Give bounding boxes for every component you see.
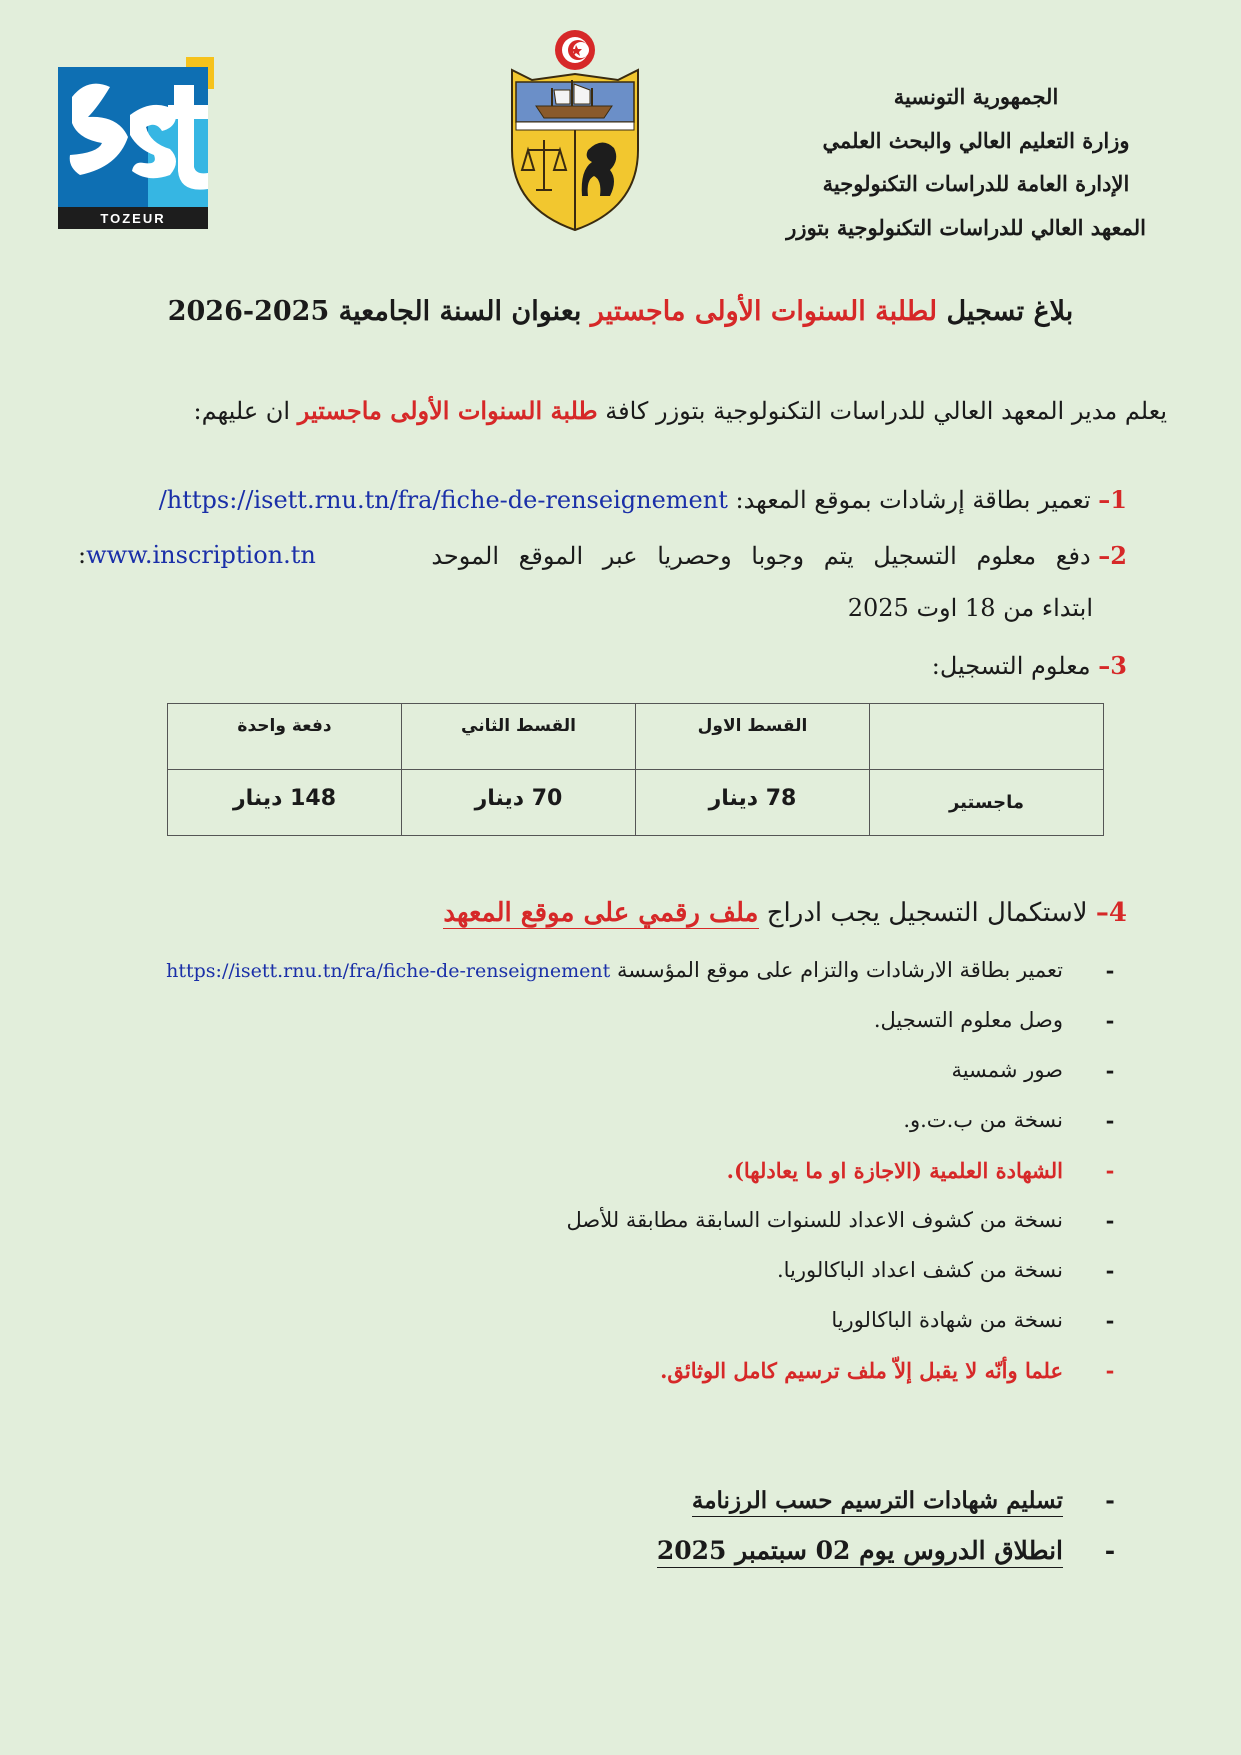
header-institute: المعهد العالي للدراسات التكنولوجية بتوزر bbox=[786, 215, 1146, 240]
footer-note-2 bbox=[657, 1536, 1127, 1565]
table-header-row bbox=[168, 704, 1104, 770]
title-part3: بعنوان السنة الجامعية 2025-2026 bbox=[167, 296, 582, 327]
table-row bbox=[168, 770, 1104, 836]
item-number-2: 2– bbox=[1098, 541, 1127, 570]
tunisia-coat-of-arms-emblem bbox=[502, 30, 647, 245]
list-dash: - bbox=[1105, 1258, 1115, 1283]
list-dash: - bbox=[1105, 1058, 1115, 1083]
intro-paragraph bbox=[194, 396, 1167, 425]
list-item bbox=[727, 1158, 1127, 1183]
header-ministry: وزارة التعليم العالي والبحث العلمي bbox=[822, 128, 1130, 153]
item-number-3: 3– bbox=[1098, 651, 1127, 680]
title-part2: لطلبة السنوات الأولى ماجستير bbox=[590, 296, 938, 327]
list-item-text: الشهادة العلمية (الاجازة او ما يعادلها). bbox=[726, 1158, 1063, 1183]
intro-part3: ان عليهم: bbox=[193, 397, 291, 425]
list-item-text: نسخة من ب.ت.و. bbox=[903, 1108, 1063, 1132]
instruction-item-1 bbox=[159, 485, 1127, 514]
header-republic: الجمهورية التونسية bbox=[893, 84, 1059, 109]
list-item bbox=[567, 1208, 1127, 1233]
footer-note-text: تسليم شهادات الترسيم حسب الرزنامة bbox=[692, 1487, 1063, 1517]
inscription-link[interactable]: www.inscription.tn bbox=[86, 541, 316, 569]
item-text-4-highlight: ملف رقمي على موقع المعهد bbox=[443, 898, 759, 928]
item-number-1: 1– bbox=[1098, 485, 1127, 514]
table-cell: ماجستير bbox=[870, 770, 1104, 836]
item-text-4: لاستكمال التسجيل يجب ادراج bbox=[766, 898, 1088, 928]
list-item bbox=[951, 1058, 1127, 1083]
intro-part2: طلبة السنوات الأولى ماجستير bbox=[297, 396, 598, 425]
page-title bbox=[0, 296, 1241, 327]
item-number-4: 4– bbox=[1095, 898, 1127, 928]
table-cell: 78 دينار bbox=[636, 770, 870, 836]
list-item-text: علما وأنّه لا يقبل إلاّ ملف ترسيم كامل الوثائق. bbox=[660, 1358, 1063, 1383]
list-item-text: صور شمسية bbox=[951, 1058, 1063, 1082]
renseignement-link[interactable]: https://isett.rnu.tn/fra/fiche-de-renseignement/ bbox=[158, 486, 728, 514]
table-header-cell: القسط الثاني bbox=[402, 704, 636, 770]
list-item bbox=[831, 1308, 1127, 1333]
list-item bbox=[874, 1008, 1127, 1033]
instruction-item-2-date: ابتداء من 18 اوت 2025 bbox=[847, 594, 1093, 622]
table-cell: 70 دينار bbox=[402, 770, 636, 836]
table-header-cell: دفعة واحدة bbox=[168, 704, 402, 770]
list-item bbox=[166, 958, 1127, 983]
list-dash: - bbox=[1105, 1158, 1115, 1183]
list-item-text: نسخة من شهادة الباكالوريا bbox=[831, 1308, 1063, 1332]
item-text-1: تعمير بطاقة إرشادات بموقع المعهد: bbox=[735, 486, 1091, 514]
list-item-text: نسخة من كشف اعداد الباكالوريا. bbox=[776, 1258, 1063, 1282]
instruction-item-2 bbox=[78, 541, 1127, 570]
list-dash: - bbox=[1105, 1358, 1115, 1383]
list-dash: - bbox=[1105, 958, 1115, 983]
iset-tozeur-logo bbox=[58, 57, 214, 232]
intro-part1: يعلم مدير المعهد العالي للدراسات التكنولوجية بتوزر كافة bbox=[605, 397, 1167, 425]
header-directorate: الإدارة العامة للدراسات التكنولوجية bbox=[822, 171, 1130, 196]
list-item bbox=[777, 1258, 1127, 1283]
instruction-item-4 bbox=[443, 898, 1127, 928]
footer-note-1 bbox=[692, 1487, 1127, 1514]
list-dash: - bbox=[1105, 1108, 1115, 1133]
table-cell: 148 دينار bbox=[168, 770, 402, 836]
item-2-colon: : bbox=[78, 541, 87, 569]
list-dash: - bbox=[1105, 1308, 1115, 1333]
table-header-cell bbox=[870, 704, 1104, 770]
instruction-item-3 bbox=[932, 651, 1127, 680]
title-part1: بلاغ تسجيل bbox=[946, 296, 1074, 327]
list-dash: - bbox=[1105, 1008, 1115, 1033]
list-item bbox=[660, 1358, 1127, 1383]
list-dash: - bbox=[1105, 1487, 1115, 1514]
footer-note-text: انطلاق الدروس يوم 02 سبتمبر 2025 bbox=[657, 1536, 1063, 1568]
item-text-2: دفع معلوم التسجيل يتم وجوبا وحصريا عبر الموقع الموحد bbox=[431, 542, 1091, 570]
list-dash: - bbox=[1104, 1536, 1116, 1565]
table-header-cell: القسط الاول bbox=[636, 704, 870, 770]
fee-table bbox=[167, 703, 1104, 836]
logo-caption: TOZEUR bbox=[100, 211, 166, 226]
list-item-text: تعمير بطاقة الارشادات والتزام على موقع المؤسسة bbox=[616, 958, 1063, 982]
renseignement-link-2[interactable]: https://isett.rnu.tn/fra/fiche-de-renseignement bbox=[166, 960, 611, 982]
item-text-3: معلوم التسجيل: bbox=[931, 652, 1091, 680]
list-item bbox=[903, 1108, 1127, 1133]
list-dash: - bbox=[1105, 1208, 1115, 1233]
list-item-text: وصل معلوم التسجيل. bbox=[873, 1008, 1063, 1032]
list-item-text: نسخة من كشوف الاعداد للسنوات السابقة مطابقة للأصل bbox=[566, 1208, 1063, 1232]
